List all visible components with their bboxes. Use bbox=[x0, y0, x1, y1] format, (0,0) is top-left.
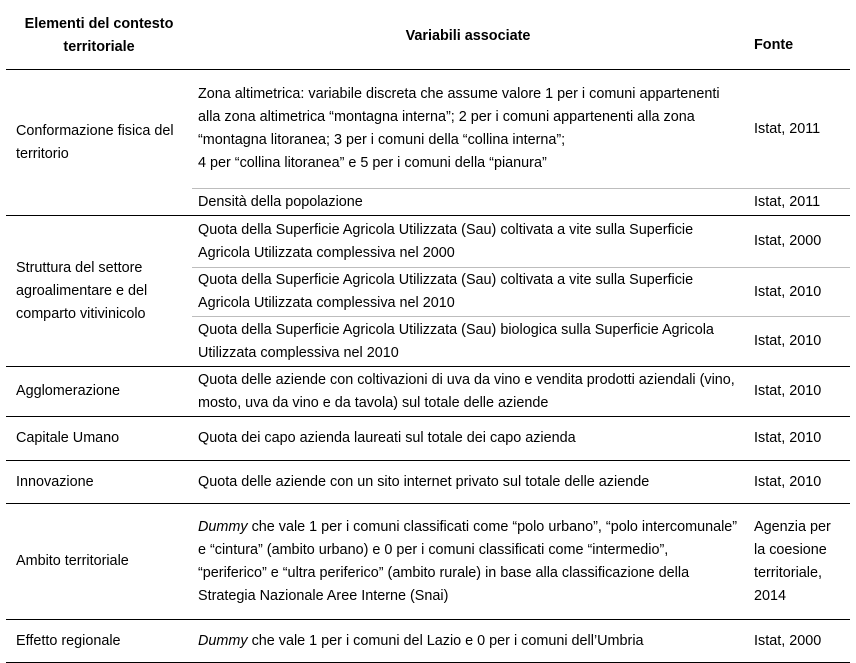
source-cell: Istat, 2000 bbox=[744, 216, 850, 268]
element-cell: Conformazione fisica del territorio bbox=[6, 70, 192, 216]
header-elements: Elementi del contesto territoriale bbox=[6, 3, 192, 70]
variable-cell: Quota della Superficie Agricola Utilizzata (Sau) coltivata a vite sulla Superficie Agricola Utilizzata complessiva nel 2000 bbox=[192, 216, 744, 268]
element-cell: Struttura del settore agroalimentare e del comparto vitivinicolo bbox=[6, 216, 192, 367]
variable-cell bbox=[192, 620, 744, 663]
element-cell: Agglomerazione bbox=[6, 367, 192, 417]
table-row bbox=[6, 367, 850, 417]
header-row bbox=[6, 3, 850, 70]
element-cell: Effetto regionale bbox=[6, 620, 192, 663]
variables-table bbox=[6, 3, 850, 663]
variable-cell: Quota della Superficie Agricola Utilizzata (Sau) coltivata a vite sulla Superficie Agricola Utilizzata complessiva nel 2010 bbox=[192, 268, 744, 317]
table-row bbox=[6, 70, 850, 189]
source-cell: Istat, 2010 bbox=[744, 317, 850, 367]
variable-cell: Quota delle aziende con coltivazioni di uva da vino e vendita prodotti aziendali (vino, mosto, uva da vino e da tavola) sul totale delle aziende bbox=[192, 367, 744, 417]
table-row bbox=[6, 216, 850, 268]
table-row bbox=[6, 417, 850, 461]
element-cell: Ambito territoriale bbox=[6, 504, 192, 620]
header-variables: Variabili associate bbox=[192, 3, 744, 70]
variable-text: che vale 1 per i comuni classificati come “polo urbano”, “polo intercomunale” e “cintura” (ambito urbano) e 0 per i comuni classificati come “intermedio”, “periferico” e “ultra periferico” (ambito rurale) in base alla classificazione della Strategia Nazionale Aree Interne (Snai) bbox=[198, 518, 738, 604]
element-cell: Innovazione bbox=[6, 461, 192, 504]
table-row bbox=[6, 461, 850, 504]
table-row bbox=[6, 504, 850, 620]
variable-text: Zona altimetrica: variabile discreta che assume valore 1 per i comuni appartenenti alla zona altimetrica “montagna interna”; 2 per i comuni appartenenti alla zona “montagna litoranea; 3 per i comuni della “collina interna”; bbox=[198, 86, 720, 148]
source-cell: Istat, 2011 bbox=[744, 189, 850, 216]
source-cell: Istat, 2010 bbox=[744, 367, 850, 417]
variable-cell bbox=[192, 504, 744, 620]
header-source: Fonte bbox=[744, 3, 850, 70]
source-cell: Istat, 2010 bbox=[744, 417, 850, 461]
variable-italic: Dummy bbox=[198, 518, 248, 535]
source-cell: Istat, 2010 bbox=[744, 268, 850, 317]
table-row bbox=[6, 620, 850, 663]
variable-cell: Quota delle aziende con un sito internet privato sul totale delle aziende bbox=[192, 461, 744, 504]
variable-text: 4 per “collina litoranea” e 5 per i comuni della “pianura” bbox=[198, 155, 547, 171]
source-cell: Istat, 2011 bbox=[744, 70, 850, 189]
variable-text: che vale 1 per i comuni del Lazio e 0 per i comuni dell’Umbria bbox=[247, 632, 644, 649]
variable-cell: Quota dei capo azienda laureati sul totale dei capo azienda bbox=[192, 417, 744, 461]
variable-cell bbox=[192, 70, 744, 189]
source-cell: Istat, 2000 bbox=[744, 620, 850, 663]
source-cell: Agenzia per la coesione territoriale, 2014 bbox=[744, 504, 850, 620]
source-cell: Istat, 2010 bbox=[744, 461, 850, 504]
element-cell: Capitale Umano bbox=[6, 417, 192, 461]
variable-cell: Quota della Superficie Agricola Utilizzata (Sau) biologica sulla Superficie Agricola Utilizzata complessiva nel 2010 bbox=[192, 317, 744, 367]
variable-italic: Dummy bbox=[198, 632, 248, 649]
variable-cell: Densità della popolazione bbox=[192, 189, 744, 216]
